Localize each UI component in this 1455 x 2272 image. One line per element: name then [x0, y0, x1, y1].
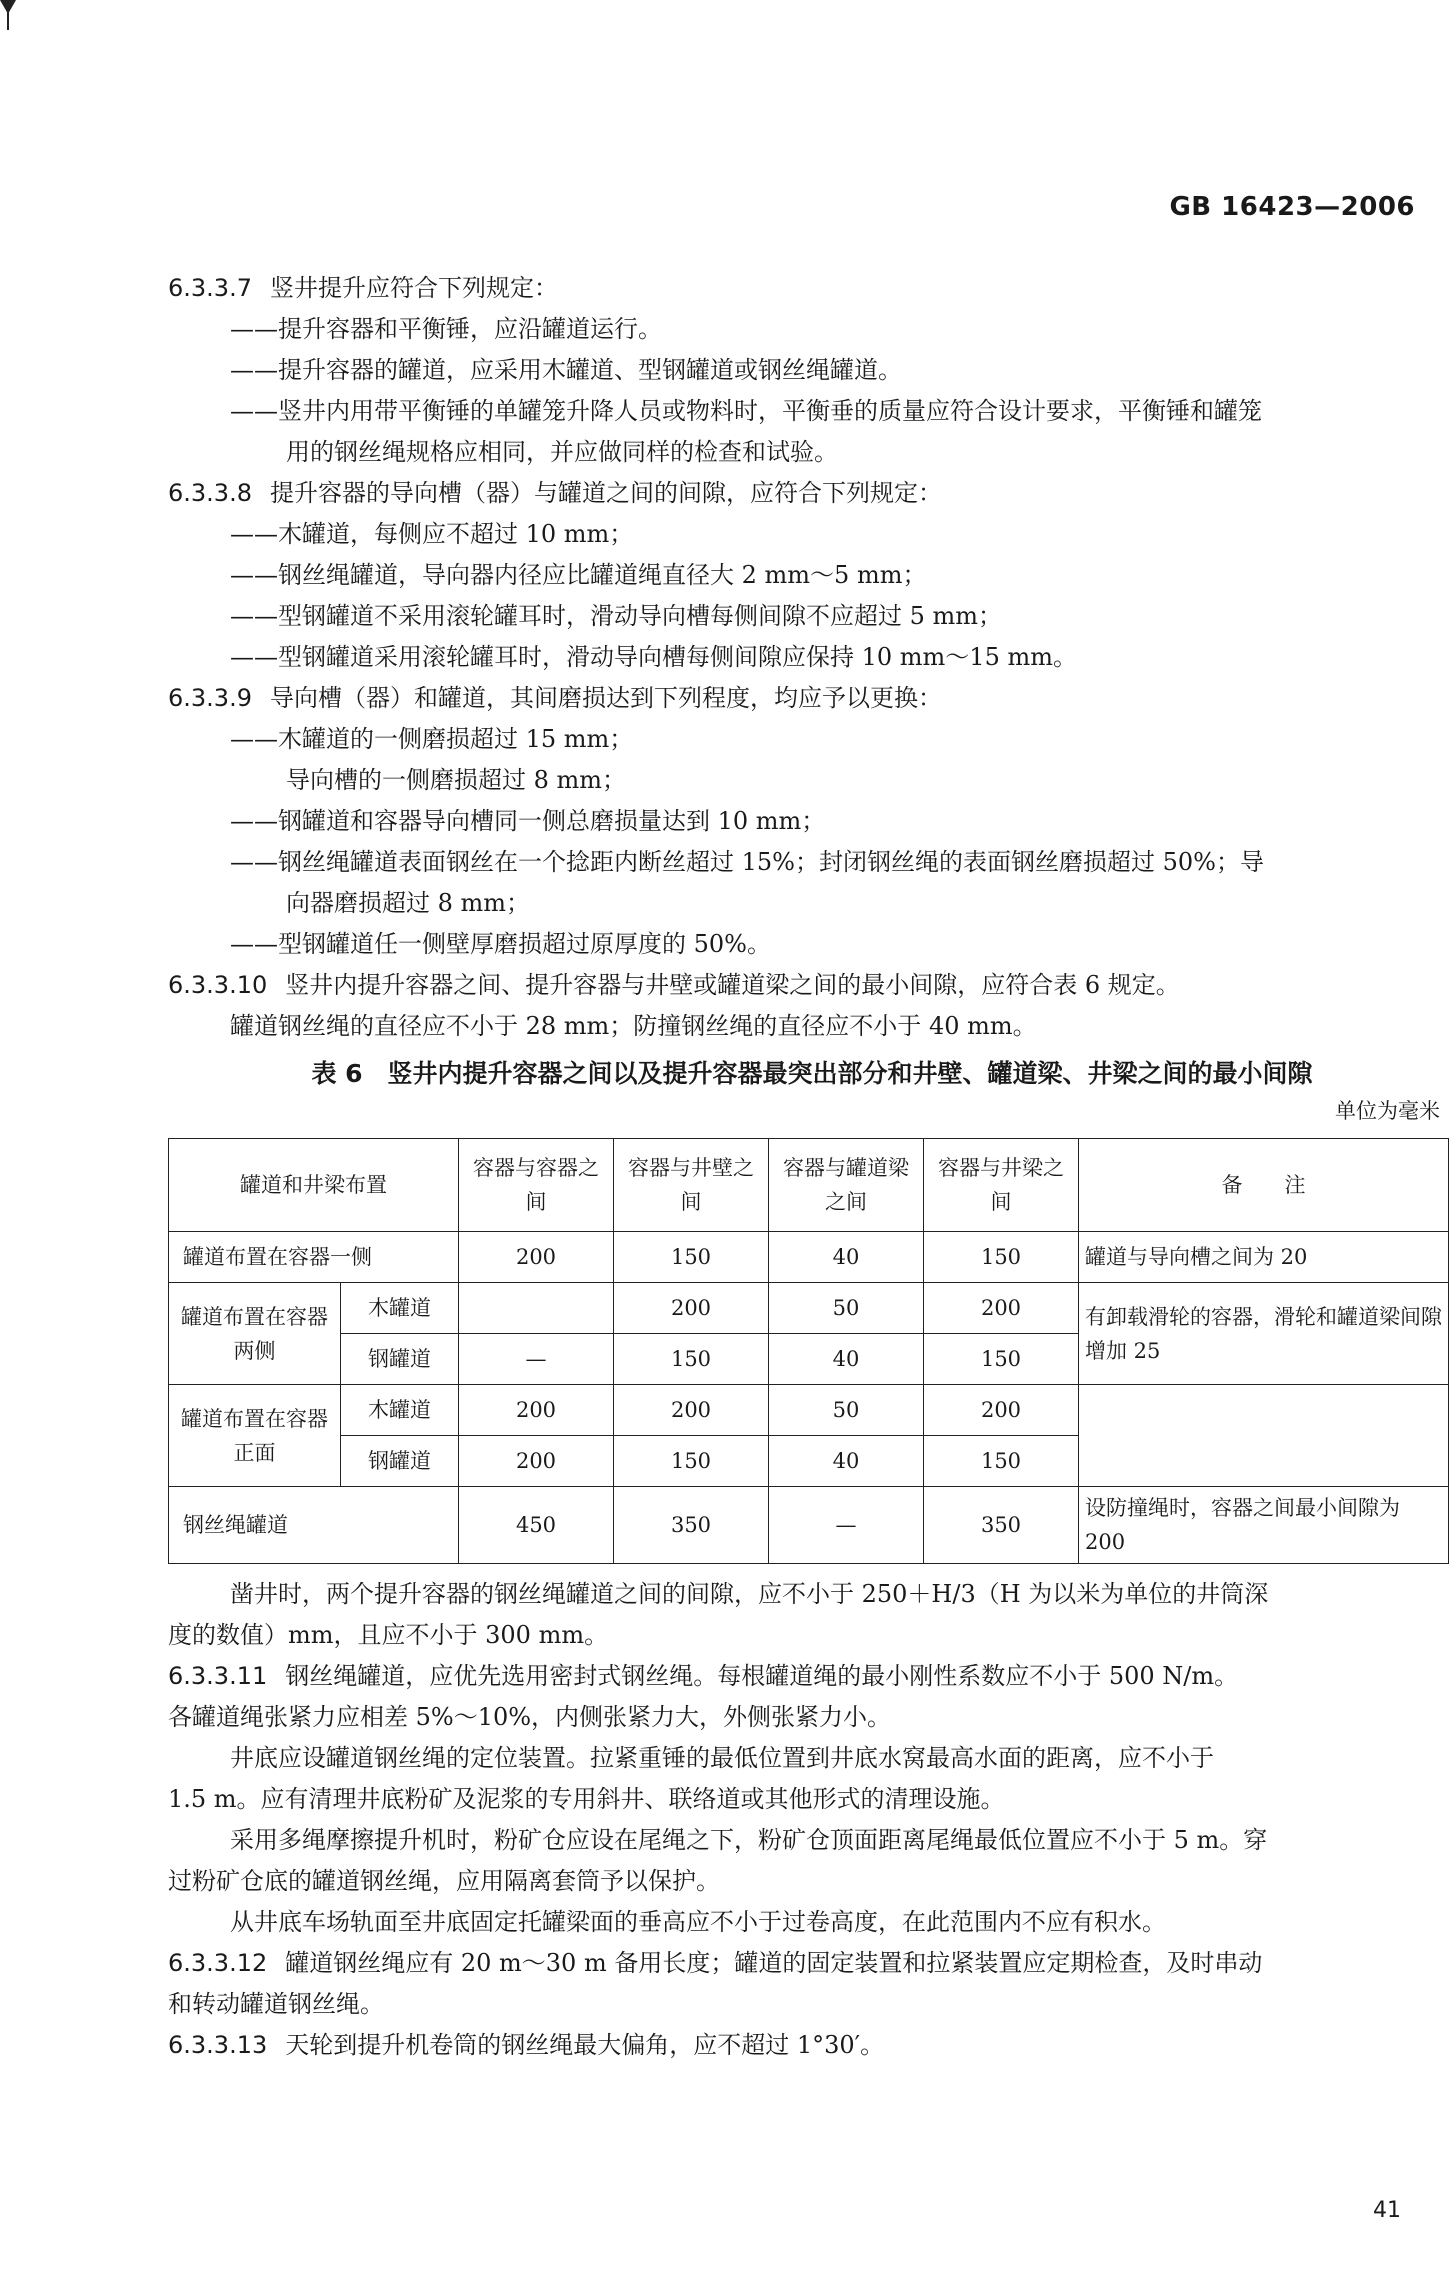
row-group-label: 罐道布置在容器正面	[169, 1385, 341, 1487]
table-cell: 200	[924, 1283, 1079, 1334]
list-item: ——竖井内用带平衡锤的单罐笼升降人员或物料时，平衡垂的质量应符合设计要求，平衡锤和罐笼	[230, 397, 1262, 425]
paragraph: 罐道钢丝绳的直径应不小于 28 mm；防撞钢丝绳的直径应不小于 40 mm。	[230, 1012, 1037, 1040]
note-cell: 有卸载滑轮的容器，滑轮和罐道梁间隙增加 25	[1079, 1283, 1449, 1385]
list-item-continuation: 向器磨损超过 8 mm；	[286, 889, 531, 917]
list-item: ——提升容器的罐道，应采用木罐道、型钢罐道或钢丝绳罐道。	[230, 356, 902, 384]
clause-number: 6.3.3.10	[168, 971, 268, 999]
paragraph: 从井底车场轨面至井底固定托罐梁面的垂高应不小于过卷高度，在此范围内不应有积水。	[230, 1908, 1166, 1936]
table-cell: 350	[614, 1487, 769, 1564]
list-item: ——型钢罐道采用滚轮罐耳时，滑动导向槽每侧间隙应保持 10 mm～15 mm。	[230, 643, 1077, 671]
column-header: 备 注	[1079, 1139, 1449, 1232]
clause-text: 天轮到提升机卷筒的钢丝绳最大偏角，应不超过 1°30′。	[285, 2031, 885, 2059]
column-header: 容器与井梁之间	[924, 1139, 1079, 1232]
paragraph: 凿井时，两个提升容器的钢丝绳罐道之间的间隙，应不小于 250＋H/3（H 为以米为单位的井筒深	[230, 1580, 1269, 1608]
list-item: ——钢罐道和容器导向槽同一侧总磨损量达到 10 mm；	[230, 807, 826, 835]
table-caption: 表 6 竖井内提升容器之间以及提升容器最突出部分和井壁、罐道梁、井梁之间的最小间隙	[311, 1059, 1313, 1088]
table-cell: 40	[769, 1232, 924, 1283]
table-cell: 150	[924, 1334, 1079, 1385]
row-sub-label: 木罐道	[341, 1283, 459, 1334]
list-item: 导向槽的一侧磨损超过 8 mm；	[286, 766, 627, 794]
note-cell: 设防撞绳时，容器之间最小间隙为 200	[1079, 1487, 1449, 1564]
standard-code: GB 16423—2006	[1169, 192, 1415, 222]
paragraph-continuation: 和转动罐道钢丝绳。	[168, 1990, 384, 2018]
clause-text: 竖井提升应符合下列规定：	[269, 274, 558, 302]
list-item: ——钢丝绳罐道表面钢丝在一个捻距内断丝超过 15%；封闭钢丝绳的表面钢丝磨损超过 50%；导	[230, 848, 1264, 876]
paragraph-continuation: 度的数值）mm，且应不小于 300 mm。	[168, 1621, 609, 1649]
clause-6-3-3-11	[168, 1656, 1455, 1697]
paragraph: 采用多绳摩擦提升机时，粉矿仓应设在尾绳之下，粉矿仓顶面距离尾绳最低位置应不小于 5 m。穿	[230, 1826, 1268, 1854]
table-cell: 150	[614, 1436, 769, 1487]
paragraph-continuation: 1.5 m。应有清理井底粉矿及泥浆的专用斜井、联络道或其他形式的清理设施。	[168, 1785, 1005, 1813]
table-cell: 200	[614, 1385, 769, 1436]
row-label: 钢丝绳罐道	[169, 1487, 459, 1564]
row-sub-label: 钢罐道	[341, 1436, 459, 1487]
table-cell: 200	[459, 1385, 614, 1436]
clause-text: 导向槽（器）和罐道，其间磨损达到下列程度，均应予以更换：	[269, 684, 942, 712]
table-cell: 40	[769, 1436, 924, 1487]
table-header-row	[169, 1139, 1449, 1232]
list-item: ——提升容器和平衡锤，应沿罐道运行。	[230, 315, 662, 343]
clause-6-3-3-10	[168, 965, 1455, 1006]
table-cell: —	[459, 1334, 614, 1385]
table-cell: 150	[614, 1232, 769, 1283]
column-header: 容器与井壁之间	[614, 1139, 769, 1232]
row-label: 罐道布置在容器一侧	[169, 1232, 459, 1283]
table-cell: 150	[924, 1232, 1079, 1283]
list-item: ——木罐道，每侧应不超过 10 mm；	[230, 520, 634, 548]
column-header: 容器与罐道梁之间	[769, 1139, 924, 1232]
clause-number: 6.3.3.7	[168, 274, 252, 302]
table-cell: 50	[769, 1385, 924, 1436]
paragraph-continuation: 各罐道绳张紧力应相差 5%～10%，内侧张紧力大，外侧张紧力小。	[168, 1703, 892, 1731]
clause-number: 6.3.3.13	[168, 2031, 268, 2059]
clause-number: 6.3.3.9	[168, 684, 252, 712]
clearance-table	[168, 1138, 1449, 1564]
clause-6-3-3-13	[168, 2025, 1455, 2066]
row-sub-label: 木罐道	[341, 1385, 459, 1436]
table-cell: 200	[614, 1283, 769, 1334]
clause-number: 6.3.3.8	[168, 479, 252, 507]
document-body	[168, 268, 1455, 2066]
table-cell: 200	[924, 1385, 1079, 1436]
table-cell: —	[769, 1487, 924, 1564]
list-item-continuation: 用的钢丝绳规格应相同，并应做同样的检查和试验。	[286, 438, 838, 466]
list-item: ——钢丝绳罐道，导向器内径应比罐道绳直径大 2 mm～5 mm；	[230, 561, 927, 589]
column-header: 容器与容器之间	[459, 1139, 614, 1232]
table-row	[169, 1487, 1449, 1564]
list-item: ——木罐道的一侧磨损超过 15 mm；	[230, 725, 634, 753]
table-cell: 200	[459, 1436, 614, 1487]
table-cell: 350	[924, 1487, 1079, 1564]
paragraph-continuation: 过粉矿仓底的罐道钢丝绳，应用隔离套筒予以保护。	[168, 1867, 720, 1895]
corner-mark	[0, 0, 28, 30]
clause-6-3-3-12	[168, 1943, 1455, 1984]
page-number: 41	[1373, 2198, 1401, 2223]
table-cell: 450	[459, 1487, 614, 1564]
column-header: 罐道和井梁布置	[169, 1139, 459, 1232]
clause-text: 罐道钢丝绳应有 20 m～30 m 备用长度；罐道的固定装置和拉紧装置应定期检查，及时串动	[285, 1949, 1263, 1977]
clause-text: 钢丝绳罐道，应优先选用密封式钢丝绳。每根罐道绳的最小刚性系数应不小于 500 N/m。	[285, 1662, 1239, 1690]
note-cell: 罐道与导向槽之间为 20	[1079, 1232, 1449, 1283]
table-cell: 150	[924, 1436, 1079, 1487]
row-sub-label: 钢罐道	[341, 1334, 459, 1385]
row-group-label: 罐道布置在容器两侧	[169, 1283, 341, 1385]
clause-text: 提升容器的导向槽（器）与罐道之间的间隙，应符合下列规定：	[269, 479, 942, 507]
table-row	[169, 1232, 1449, 1283]
table-cell: 50	[769, 1283, 924, 1334]
clause-text: 竖井内提升容器之间、提升容器与井壁或罐道梁之间的最小间隙，应符合表 6 规定。	[285, 971, 1180, 999]
table-row	[169, 1283, 1449, 1334]
paragraph: 井底应设罐道钢丝绳的定位装置。拉紧重锤的最低位置到井底水窝最高水面的距离，应不小于	[230, 1744, 1214, 1772]
table-cell: 200	[459, 1232, 614, 1283]
table-unit: 单位为毫米	[1335, 1099, 1440, 1123]
clause-6-3-3-8	[168, 473, 1455, 514]
list-item: ——型钢罐道不采用滚轮罐耳时，滑动导向槽每侧间隙不应超过 5 mm；	[230, 602, 1003, 630]
table-cell: 40	[769, 1334, 924, 1385]
clause-number: 6.3.3.11	[168, 1662, 268, 1690]
clause-number: 6.3.3.12	[168, 1949, 268, 1977]
list-item: ——型钢罐道任一侧壁厚磨损超过原厚度的 50%。	[230, 930, 771, 958]
note-cell	[1079, 1385, 1449, 1487]
table-row	[169, 1385, 1449, 1436]
clause-6-3-3-7	[168, 268, 1455, 309]
clause-6-3-3-9	[168, 678, 1455, 719]
table-cell: 150	[614, 1334, 769, 1385]
table-cell	[459, 1283, 614, 1334]
